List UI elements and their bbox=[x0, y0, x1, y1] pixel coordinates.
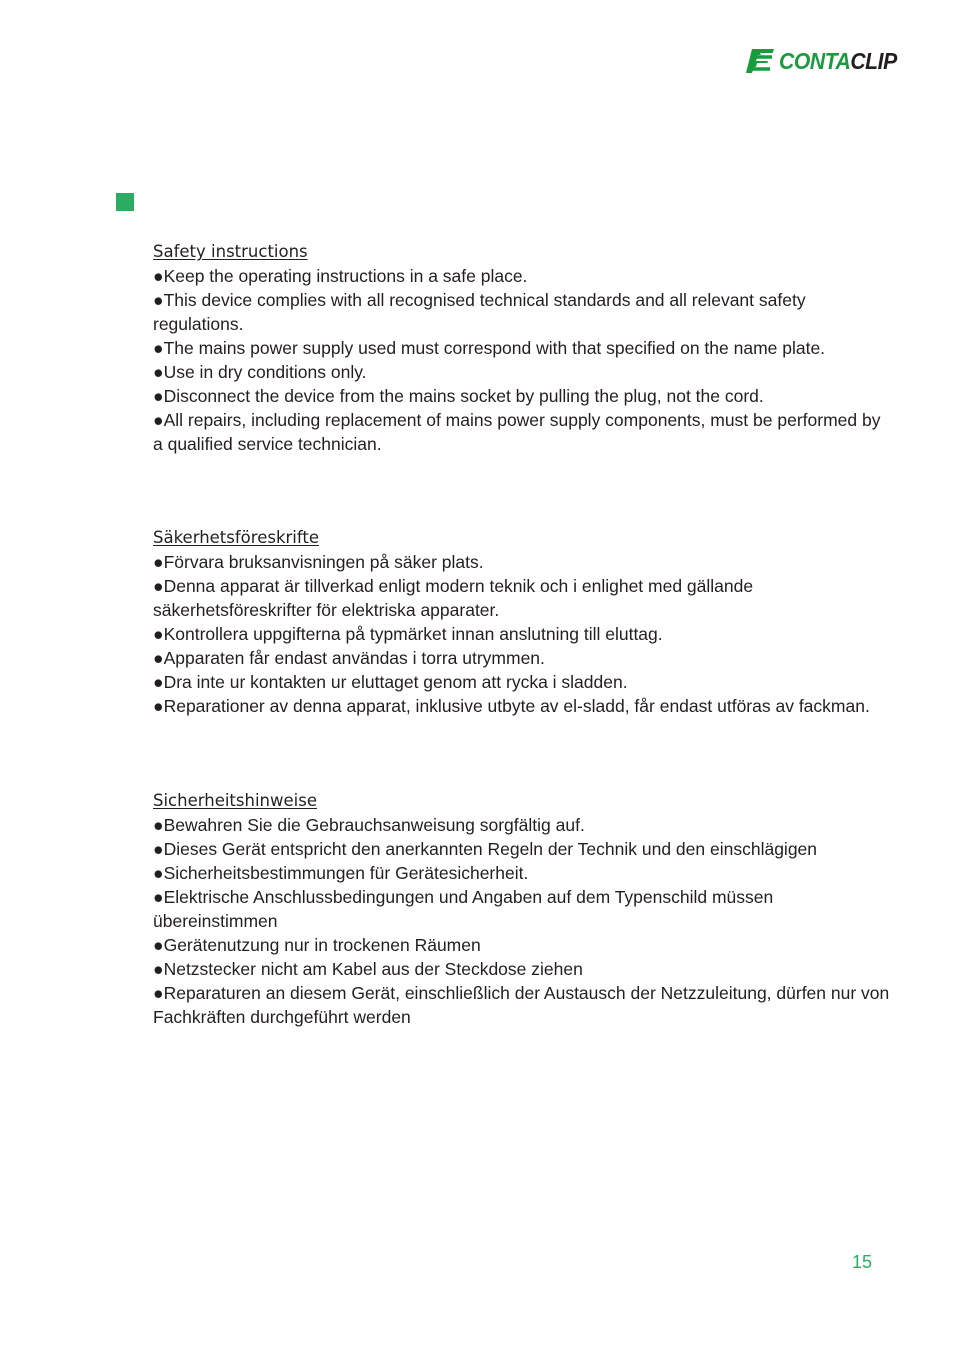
list-item-text: Dra inte ur kontakten ur eluttaget genom att rycka i sladden. bbox=[163, 672, 628, 692]
list-item bbox=[153, 360, 893, 384]
bullet-icon: ● bbox=[153, 839, 164, 859]
list-item-text: Reparationer av denna apparat, inklusive utbyte av el-sladd, får endast utföras av fackman. bbox=[163, 696, 870, 716]
list-item-text: Keep the operating instructions in a safe place. bbox=[163, 266, 528, 286]
bullet-icon: ● bbox=[153, 290, 164, 310]
bullet-icon: ● bbox=[153, 624, 164, 644]
list-item-text: All repairs, including replacement of mains power supply components, must be performed by a qualified service technician. bbox=[153, 410, 881, 454]
list-item bbox=[153, 861, 893, 885]
list-item bbox=[153, 670, 893, 694]
contaclip-logo bbox=[746, 46, 912, 76]
bullet-icon: ● bbox=[153, 959, 164, 979]
list-item bbox=[153, 336, 893, 360]
section-safety-instructions bbox=[153, 240, 893, 456]
list-item bbox=[153, 550, 893, 574]
list-item bbox=[153, 384, 893, 408]
list-item-text: Förvara bruksanvisningen på säker plats. bbox=[163, 552, 484, 572]
list-item bbox=[153, 408, 893, 456]
section-sakerhetsforeskrifte bbox=[153, 526, 893, 718]
list-item bbox=[153, 981, 893, 1029]
list-item bbox=[153, 574, 893, 622]
bullet-icon: ● bbox=[153, 648, 164, 668]
bullet-icon: ● bbox=[153, 266, 164, 286]
bullet-icon: ● bbox=[153, 983, 164, 1003]
list-item-text: Denna apparat är tillverkad enligt modern teknik och i enlighet med gällande säkerhetsföreskrifter för elektriska apparater. bbox=[153, 576, 754, 620]
list-item-text: Netzstecker nicht am Kabel aus der Steckdose ziehen bbox=[163, 959, 583, 979]
bullet-icon: ● bbox=[153, 863, 164, 883]
list-item-text: Elektrische Anschlussbedingungen und Angaben auf dem Typenschild müssen übereinstimmen bbox=[153, 887, 774, 931]
list-item bbox=[153, 694, 893, 718]
list-item bbox=[153, 813, 893, 837]
list-item-text: Apparaten får endast användas i torra utrymmen. bbox=[163, 648, 545, 668]
list-item bbox=[153, 646, 893, 670]
bullet-icon: ● bbox=[153, 362, 164, 382]
list-item bbox=[153, 622, 893, 646]
list-item-text: Gerätenutzung nur in trockenen Räumen bbox=[163, 935, 481, 955]
list-item bbox=[153, 288, 893, 336]
page-number: 15 bbox=[852, 1252, 873, 1272]
bullet-icon: ● bbox=[153, 887, 164, 907]
logo-text-green: CONTA bbox=[779, 47, 851, 74]
bullet-icon: ● bbox=[153, 338, 164, 358]
section-marker-square bbox=[116, 193, 134, 211]
list-item-text: Disconnect the device from the mains socket by pulling the plug, not the cord. bbox=[163, 386, 764, 406]
bullet-icon: ● bbox=[153, 672, 164, 692]
section-heading: Säkerhetsföreskrifte bbox=[153, 528, 320, 547]
section-heading: Sicherheitshinweise bbox=[153, 791, 317, 810]
contaclip-logo-text bbox=[779, 47, 897, 74]
list-item-text: Dieses Gerät entspricht den anerkannten Regeln der Technik und den einschlägigen bbox=[163, 839, 818, 859]
list-item-text: This device complies with all recognised technical standards and all relevant safety regulations. bbox=[153, 290, 806, 334]
list-item-text: The mains power supply used must correspond with that specified on the name plate. bbox=[163, 338, 826, 358]
list-item-text: Sicherheitsbestimmungen für Gerätesicherheit. bbox=[163, 863, 529, 883]
list-item-text: Use in dry conditions only. bbox=[163, 362, 367, 382]
bullet-icon: ● bbox=[153, 386, 164, 406]
contaclip-logo-mark-icon bbox=[746, 47, 778, 75]
bullet-icon: ● bbox=[153, 410, 164, 430]
list-item bbox=[153, 957, 893, 981]
bullet-icon: ● bbox=[153, 576, 164, 596]
bullet-icon: ● bbox=[153, 815, 164, 835]
section-sicherheitshinweise bbox=[153, 789, 893, 1029]
bullet-icon: ● bbox=[153, 935, 164, 955]
list-item-text: Kontrollera uppgifterna på typmärket innan anslutning till eluttag. bbox=[163, 624, 663, 644]
list-item bbox=[153, 837, 893, 861]
list-item-text: Bewahren Sie die Gebrauchsanweisung sorgfältig auf. bbox=[163, 815, 585, 835]
bullet-icon: ● bbox=[153, 696, 164, 716]
logo-text-dark: CLIP bbox=[850, 47, 897, 74]
list-item-text: Reparaturen an diesem Gerät, einschließlich der Austausch der Netzzuleitung, dürfen nur von Fachkräften durchgeführt werden bbox=[153, 983, 890, 1027]
list-item bbox=[153, 933, 893, 957]
section-heading: Safety instructions bbox=[153, 242, 308, 261]
bullet-icon: ● bbox=[153, 552, 164, 572]
list-item bbox=[153, 264, 893, 288]
list-item bbox=[153, 885, 893, 933]
